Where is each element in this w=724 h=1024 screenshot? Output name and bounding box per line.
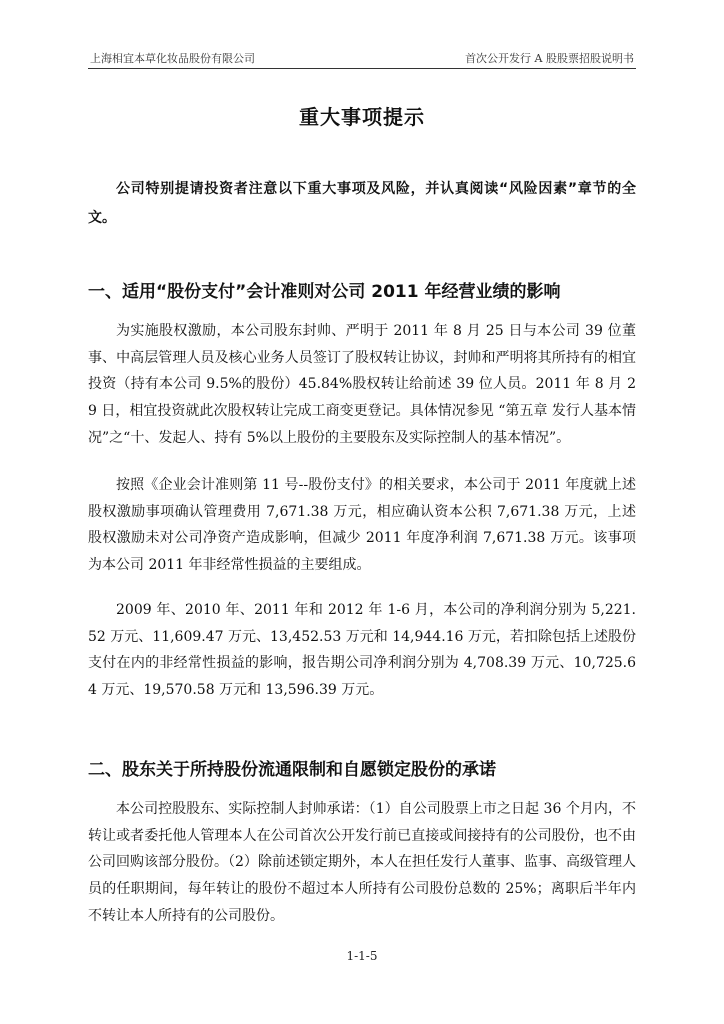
header-document-name: 首次公开发行 A 股股票招股说明书 xyxy=(465,52,634,65)
intro-notice: 公司特别提请投资者注意以下重大事项及风险，并认真阅读“风险因素”章节的全文。 xyxy=(88,181,636,226)
section-1-paragraph-2: 按照《企业会计准则第 11 号--股份支付》的相关要求，本公司于 2011 年度就上述股权激励事项确认管理费用 7,671.38 万元，相应确认资本公积 7,671.38 万元，上述股权激励未对公司净资产造成影响，但减少 2011 年度净利润 7,671.38 万元。该事项为本公司 2011 年非经常性损益的主要组成。 xyxy=(88,477,636,574)
section-1-paragraph-3: 2009 年、2010 年、2011 年和 2012 年 1-6 月，本公司的净利润分别为 5,221.52 万元、11,609.47 万元、13,452.53 万元和 14,944.16 万元，若扣除包括上述股份支付在内的非经常性损益的影响，报告期公司净利润分别为 4,708.39 万元、10,725.64 万元、19,570.58 万元和 13,596.39 万元。 xyxy=(88,602,636,699)
section-2-heading: 二、股东关于所持股份流通限制和自愿锁定股份的承诺 xyxy=(88,760,496,780)
section-2-paragraph-1: 本公司控股股东、实际控制人封帅承诺：（1）自公司股票上市之日起 36 个月内，不转让或者委托他人管理本人在公司首次公开发行前已直接或间接持有的公司股份，也不由公司回购该部分股份。（2）除前述锁定期外，本人在担任发行人董事、监事、高级管理人员的任职期间，每年转让的股份不超过本人所持有公司股份总数的 25%；离职后半年内不转让本人所持有的公司股份。 xyxy=(88,801,636,924)
section-1-heading: 一、适用“股份支付”会计准则对公司 2011 年经营业绩的影响 xyxy=(88,282,561,302)
page-title: 重大事项提示 xyxy=(299,105,425,129)
section-1-paragraph-1: 为实施股权激励，本公司股东封帅、严明于 2011 年 8 月 25 日与本公司 39 位董事、中高层管理人员及核心业务人员签订了股权转让协议，封帅和严明将其所持有的相宜投资（持有本公司 9.5%的股份）45.84%股权转让给前述 39 位人员。2011 年 8 月 29 日，相宜投资就此次股权转让完成工商变更登记。具体情况参见 “第五章 发行人基本情况”之“十、发起人、持有 5%以上股份的主要股东及实际控制人的基本情况”。 xyxy=(88,323,636,446)
page-header xyxy=(88,50,636,69)
page-number: 1-1-5 xyxy=(346,949,378,963)
header-company-name: 上海相宜本草化妆品股份有限公司 xyxy=(90,52,255,65)
